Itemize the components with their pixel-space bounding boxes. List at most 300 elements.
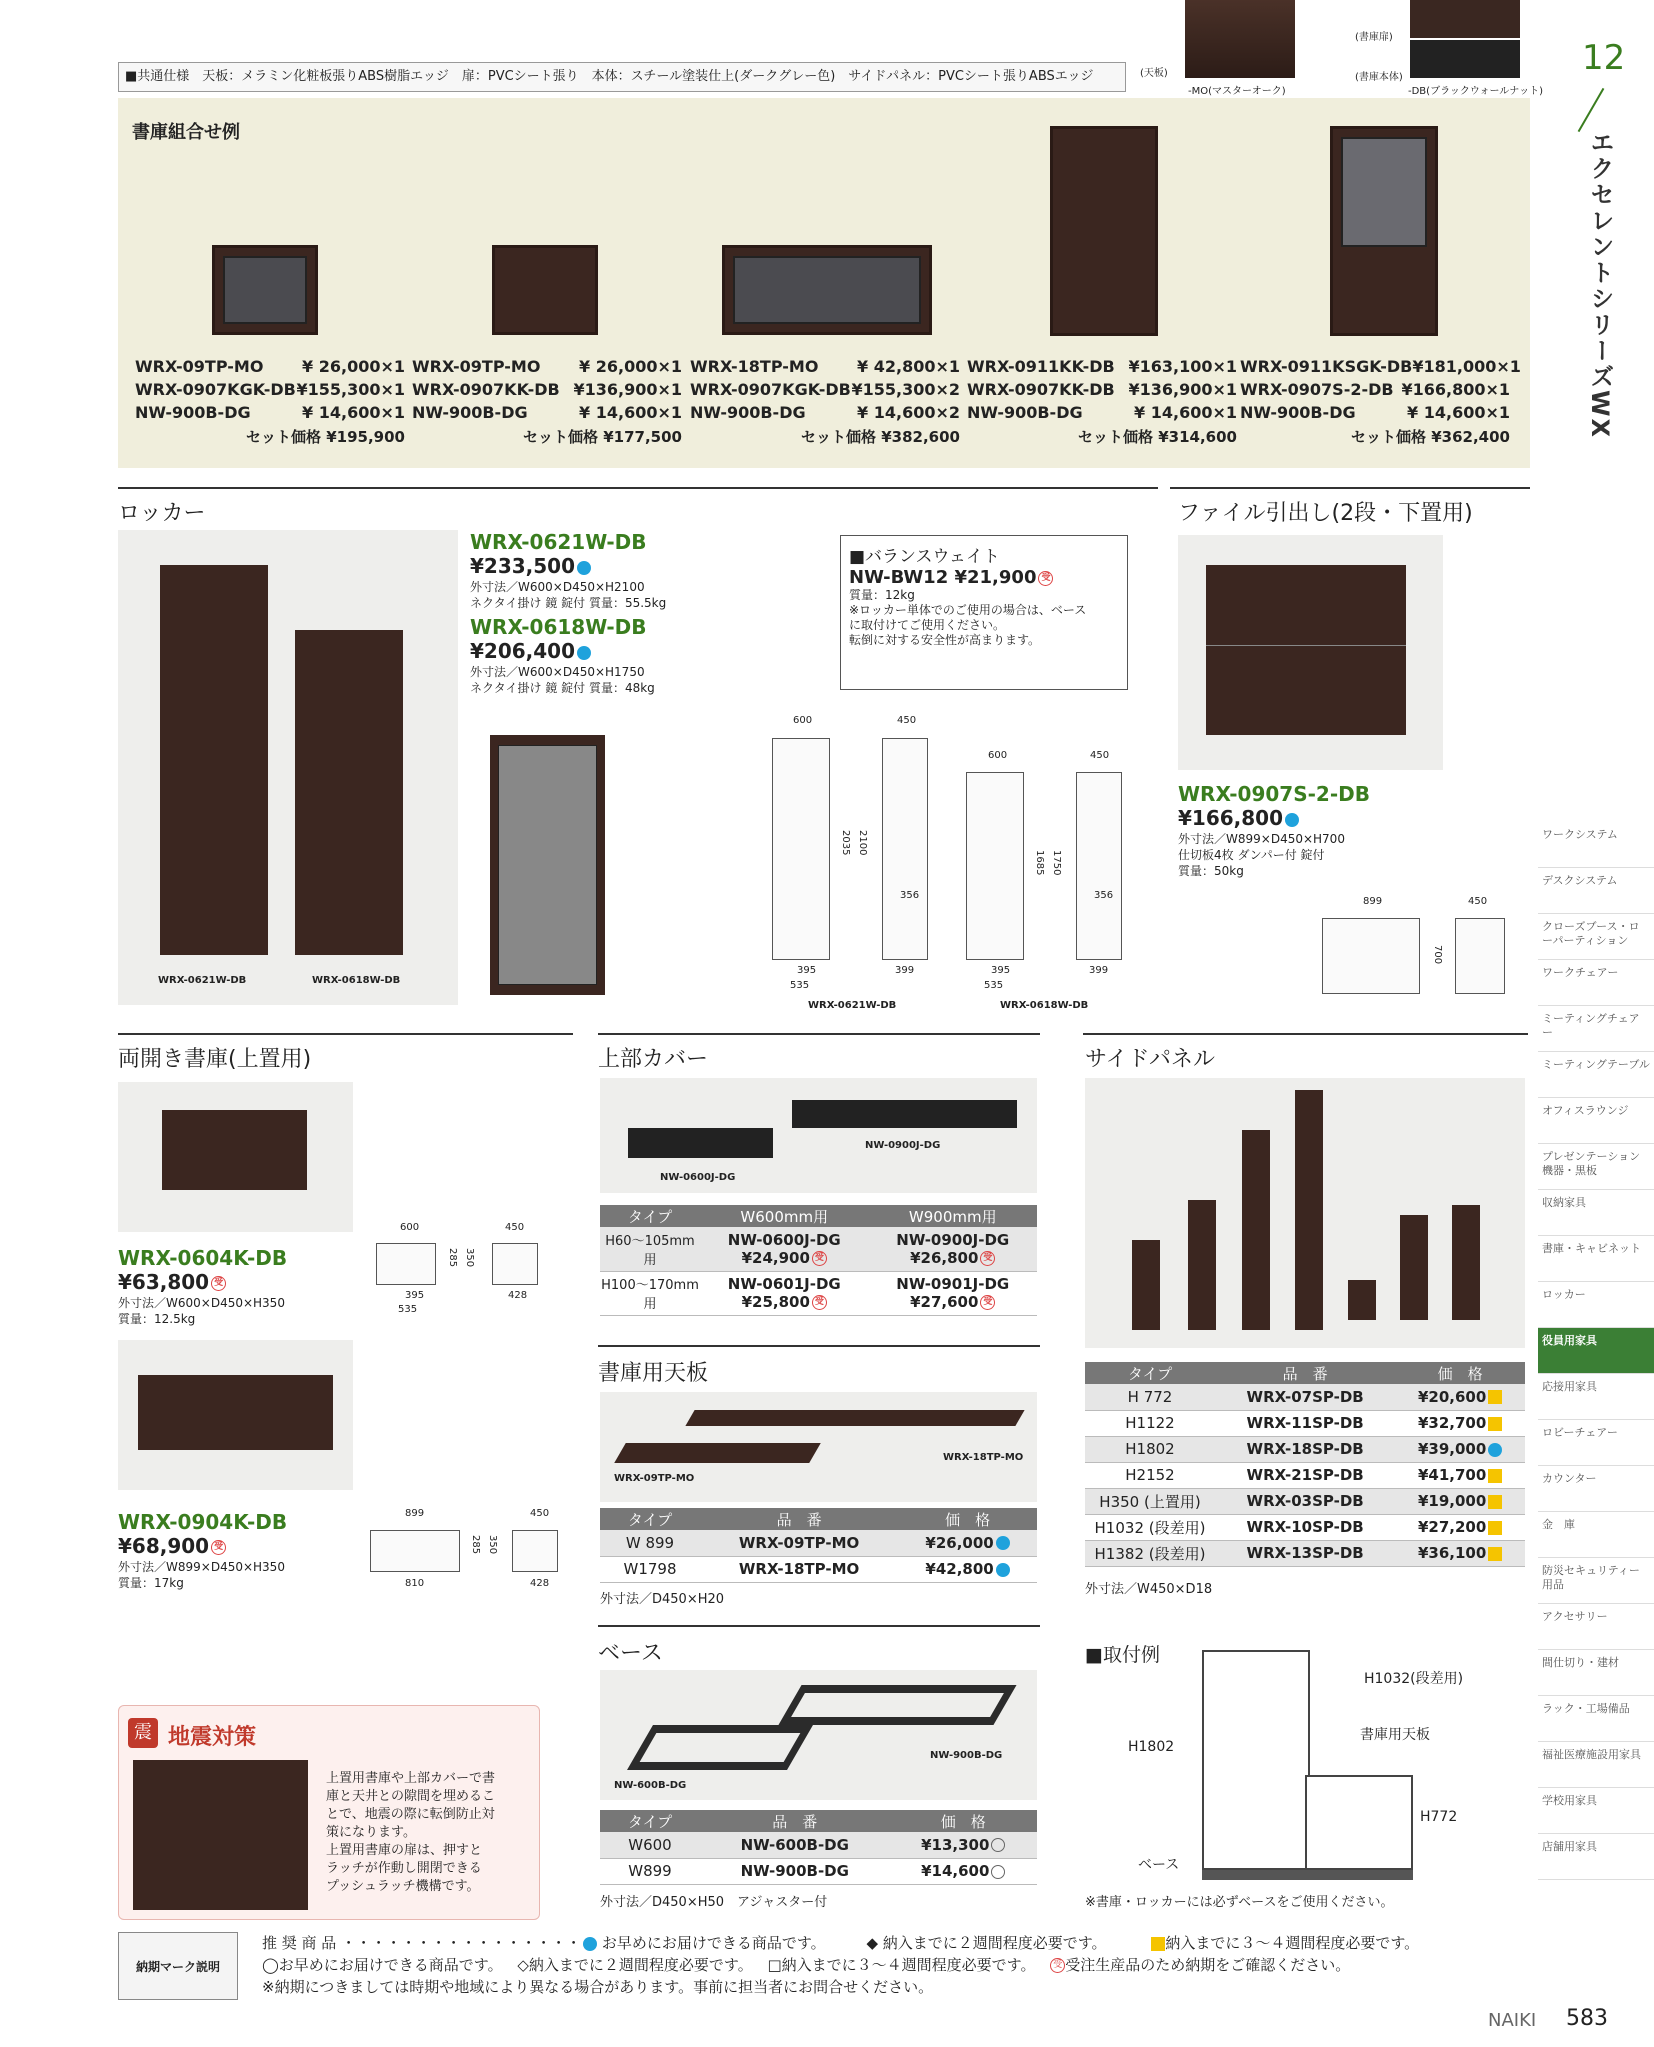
- row-type: W 899: [600, 1530, 700, 1556]
- row-type: H1122: [1085, 1410, 1215, 1436]
- combo-cabinet-4: [1050, 126, 1158, 336]
- file-dim-450: 450: [1468, 896, 1488, 907]
- row-price-text: ¥36,100: [1417, 1544, 1487, 1562]
- combo-item-code: WRX-18TP-MO: [690, 357, 819, 376]
- combo-set-line: [690, 355, 960, 378]
- row-type: W600: [600, 1832, 700, 1858]
- quake-t3: とで、地震の際に転倒防止対: [326, 1807, 495, 1822]
- combo-item-price: ¥ 42,800×1: [857, 357, 960, 376]
- row-price-text: ¥19,000: [1417, 1492, 1487, 1510]
- row-code: WRX-21SP-DB: [1215, 1462, 1395, 1488]
- row-price: [898, 1556, 1037, 1582]
- combo-set: [412, 355, 682, 449]
- footer-line2: [262, 1954, 1512, 1976]
- combo-item-code: WRX-0907KK-DB: [412, 380, 560, 399]
- combo-set-total: セット価格 ¥362,400: [1351, 428, 1510, 446]
- sidenav-item[interactable]: プレゼンテーション機器・黒板: [1538, 1144, 1654, 1190]
- cover-r1-b: [869, 1227, 1038, 1271]
- sidenav-item[interactable]: カウンター: [1538, 1466, 1654, 1512]
- table-row: [600, 1556, 1037, 1582]
- cover-label-2: NW-0900J-DG: [865, 1140, 941, 1151]
- row-price-text: ¥27,200: [1417, 1518, 1487, 1536]
- swatch-label-door: (書庫扉): [1355, 32, 1393, 43]
- side-panel-3: [1242, 1130, 1270, 1330]
- base-th-code: 品 番: [700, 1810, 890, 1832]
- table-row: [1085, 1410, 1525, 1436]
- sidenav-item[interactable]: ワークシステム: [1538, 822, 1654, 868]
- row-price-text: ¥42,800: [925, 1560, 994, 1578]
- tenban-th-code: 品 番: [700, 1508, 898, 1530]
- ry-a-dim-535: 535: [398, 1304, 418, 1315]
- ryobiraki-a-code: WRX-0604K-DB: [118, 1246, 288, 1270]
- yellow-square-icon: [1488, 1417, 1502, 1431]
- sidenav-item[interactable]: ロッカー: [1538, 1282, 1654, 1328]
- side-rule: [1083, 1033, 1528, 1035]
- recommended-icon: [577, 646, 591, 660]
- file-price: [1178, 806, 1299, 830]
- bw-text1: 質量：12kg: [849, 588, 915, 602]
- ry-a-dim-350: 350: [464, 1248, 475, 1268]
- row-type: H2152: [1085, 1462, 1215, 1488]
- made-to-order-icon: 受: [1038, 571, 1053, 586]
- side-example-tenban: 書庫用天板: [1360, 1727, 1430, 1743]
- side-title: サイドパネル: [1085, 1047, 1216, 1072]
- cover-r1-b-price-text: ¥26,800: [910, 1248, 979, 1267]
- ry-b-dim-428: 428: [530, 1578, 550, 1589]
- ryobiraki-b-spec2: 質量：17kg: [118, 1576, 184, 1590]
- recommended-icon: [996, 1536, 1010, 1550]
- file-spec3: 質量：50kg: [1178, 864, 1244, 878]
- combo-set: [135, 355, 405, 449]
- sidenav-item[interactable]: 間仕切り・建材: [1538, 1650, 1654, 1696]
- combo-item-price: ¥ 14,600×1: [302, 403, 405, 422]
- base-frame-1: [627, 1725, 813, 1770]
- dim-450-a: 450: [897, 715, 917, 726]
- table-row: [600, 1530, 1037, 1556]
- cover-r2-a-price: [700, 1293, 869, 1311]
- side-example-cabinet-low: [1305, 1775, 1413, 1870]
- cover-th-w900: W900mm用: [869, 1205, 1038, 1227]
- table-row: [1085, 1462, 1525, 1488]
- side-panel-4: [1295, 1090, 1323, 1330]
- ryobiraki-title: 両開き書庫(上置用): [118, 1047, 312, 1072]
- row-price-text: ¥26,000: [925, 1533, 994, 1552]
- locker-drawing-front-1: [772, 738, 830, 960]
- ry-b-dim-810: 810: [405, 1578, 425, 1589]
- dim-535-a: 535: [790, 980, 810, 991]
- made-to-order-icon: 受: [980, 1295, 995, 1310]
- combo-cabinet-1: [212, 245, 318, 335]
- row-code: WRX-03SP-DB: [1215, 1488, 1395, 1514]
- cover-table: [600, 1205, 1037, 1316]
- tenban-label-1: WRX-09TP-MO: [614, 1473, 695, 1484]
- ry-b-dim-450: 450: [530, 1508, 550, 1519]
- ryobiraki-a-price-text: ¥63,800: [118, 1270, 210, 1294]
- locker-m2-code: WRX-0618W-DB: [470, 615, 647, 639]
- locker-m2-price: [470, 639, 591, 663]
- combo-item-code: NW-900B-DG: [412, 403, 528, 422]
- made-to-order-icon: 受: [211, 1276, 226, 1291]
- footer-l1a: 推 奨 商 品 ・・・・・・・・・・・・・・・・: [262, 1934, 582, 1952]
- combo-item-price: ¥ 14,600×1: [1407, 403, 1510, 422]
- swatch-mo: [1185, 0, 1295, 78]
- footer-legend: [262, 1932, 1512, 1998]
- recommended-icon: [583, 1937, 597, 1951]
- swatch-label-tenban: (天板): [1140, 68, 1168, 79]
- locker-short: [295, 630, 403, 955]
- ryobiraki-a-drawing-side: [492, 1243, 538, 1285]
- sidenav-item[interactable]: 書庫・キャビネット: [1538, 1236, 1654, 1282]
- cover-th-w600: W600mm用: [700, 1205, 869, 1227]
- yellow-square-icon: [1151, 1937, 1165, 1951]
- base-th-price: 価 格: [890, 1810, 1037, 1832]
- ry-a-dim-285: 285: [447, 1248, 458, 1268]
- row-type: W1798: [600, 1556, 700, 1582]
- tenban-board-1: [614, 1443, 821, 1463]
- ry-a-dim-450: 450: [505, 1222, 525, 1233]
- file-drawing-front: [1322, 918, 1420, 994]
- dim-535-b: 535: [984, 980, 1004, 991]
- side-panel-6: [1400, 1215, 1428, 1320]
- common-spec-bar: [118, 62, 1126, 92]
- cover-r2-a-code: NW-0601J-DG: [727, 1275, 841, 1293]
- row-code: WRX-10SP-DB: [1215, 1514, 1395, 1540]
- ryobiraki-a-price: [118, 1270, 226, 1294]
- footer-l1b: お早めにお届けできる商品です。: [601, 1934, 826, 1952]
- file-dim-700: 700: [1432, 945, 1443, 965]
- bw-text4: 転倒に対する安全性が高まります。: [849, 633, 1041, 647]
- cover-r1-b-price: [869, 1249, 1038, 1267]
- row-price-text: ¥41,700: [1417, 1466, 1487, 1484]
- combo-title: 書庫組合せ例: [132, 122, 240, 143]
- footer-label: 納期マーク説明: [135, 1959, 220, 1974]
- row-code: NW-900B-DG: [700, 1858, 890, 1884]
- base-note: 外寸法／D450×H50 アジャスター付: [600, 1895, 828, 1910]
- yellow-square-icon: [1488, 1495, 1502, 1509]
- row-price: [1395, 1488, 1525, 1514]
- combo-set-line: [690, 378, 960, 401]
- open-circle-icon: [991, 1838, 1005, 1852]
- sidenav-item[interactable]: 学校用家具: [1538, 1788, 1654, 1834]
- ryobiraki-b-price: [118, 1534, 226, 1558]
- ry-b-dim-899: 899: [405, 1508, 425, 1519]
- bw-text2: ※ロッカー単体でのご使用の場合は、ベース: [849, 603, 1087, 617]
- cover-r1-type: H60～105mm用: [600, 1227, 700, 1271]
- side-th-code: 品 番: [1215, 1362, 1395, 1384]
- made-to-order-icon: 受: [980, 1251, 995, 1266]
- combo-set-line: [135, 401, 405, 424]
- combo-set-line: [412, 401, 682, 424]
- quake-t4: 策になります。: [326, 1825, 416, 1840]
- side-panel-2: [1188, 1200, 1216, 1330]
- ryobiraki-a-drawing-front: [376, 1243, 436, 1285]
- row-code: WRX-18SP-DB: [1215, 1436, 1395, 1462]
- combo-set-line: [1240, 401, 1510, 424]
- combo-set-line: [967, 378, 1237, 401]
- table-row: [600, 1832, 1037, 1858]
- locker-drawing-label-1: WRX-0621W-DB: [808, 1000, 897, 1011]
- swatch-label-mo: -MO(マスターオーク): [1188, 86, 1286, 97]
- balance-weight-box: [840, 535, 1128, 690]
- sidenav-item[interactable]: オフィスラウンジ: [1538, 1098, 1654, 1144]
- locker-m1-price-text: ¥233,500: [470, 554, 576, 578]
- base-table: [600, 1810, 1037, 1885]
- footer-brand: NAIKI: [1488, 2010, 1537, 2031]
- swatch-label-body: (書庫本体): [1355, 72, 1403, 83]
- ry-a-dim-428: 428: [508, 1290, 528, 1301]
- dim-356-a: 356: [900, 890, 920, 901]
- locker-m2-price-text: ¥206,400: [470, 639, 576, 663]
- dim-2035: 2035: [840, 830, 851, 856]
- combo-item-code: NW-900B-DG: [967, 403, 1083, 422]
- dim-399-b: 399: [1089, 965, 1109, 976]
- row-price: [1395, 1436, 1525, 1462]
- tenban-table: [600, 1508, 1037, 1583]
- ry-a-dim-600: 600: [400, 1222, 420, 1233]
- file-rule: [1170, 487, 1530, 489]
- combo-set-total: セット価格 ¥382,600: [801, 428, 960, 446]
- category-sidenav: [1538, 822, 1654, 1880]
- dim-1750: 1750: [1051, 850, 1062, 876]
- row-code: WRX-11SP-DB: [1215, 1410, 1395, 1436]
- combo-item-price: ¥136,900×1: [573, 380, 682, 399]
- common-spec-text: ■共通仕様 天板：メラミン化粧板張りABS樹脂エッジ 扉：PVCシート張り 本体：スチール塗装仕上(ダークグレー色) サイドパネル：PVCシート張りABSエッジ: [125, 69, 1094, 84]
- combo-item-code: WRX-0907KGK-DB: [690, 380, 851, 399]
- footer-label-box: [118, 1932, 238, 2000]
- sidenav-item[interactable]: 防災セキュリティー用品: [1538, 1558, 1654, 1604]
- tenban-title: 書庫用天板: [598, 1361, 709, 1386]
- base-label-1: NW-600B-DG: [614, 1780, 687, 1791]
- row-price-text: ¥39,000: [1417, 1440, 1487, 1458]
- cover-r2-b-price-text: ¥27,600: [910, 1293, 979, 1311]
- locker-drawing-label-2: WRX-0618W-DB: [1000, 1000, 1089, 1011]
- sidenav-item[interactable]: 店舗用家具: [1538, 1834, 1654, 1880]
- sidenav-item[interactable]: ロビーチェアー: [1538, 1420, 1654, 1466]
- side-example-h1032: H1032(段差用): [1364, 1671, 1464, 1687]
- ryobiraki-b-drawing-front: [370, 1530, 460, 1572]
- row-price-text: ¥20,600: [1417, 1387, 1487, 1406]
- footer-line3: ※納期につきましては時期や地域により異なる場合があります。事前に担当者にお問合せください。: [262, 1978, 934, 1996]
- ryobiraki-b-spec1: 外寸法／W899×D450×H350: [118, 1560, 285, 1574]
- combo-item-price: ¥ 26,000×1: [302, 357, 405, 376]
- dim-395-b: 395: [991, 965, 1011, 976]
- file-spec1: 外寸法／W899×D450×H700: [1178, 832, 1345, 846]
- combo-item-price: ¥136,900×1: [1128, 380, 1237, 399]
- bw-title: ■バランスウェイト: [849, 547, 1000, 567]
- sidenav-item[interactable]: ラック・工場備品: [1538, 1696, 1654, 1742]
- sidenav-item[interactable]: 金 庫: [1538, 1512, 1654, 1558]
- ry-b-dim-285: 285: [470, 1535, 481, 1555]
- locker-photo-label-2: WRX-0618W-DB: [312, 975, 401, 986]
- side-th-type: タイプ: [1085, 1362, 1215, 1384]
- recommended-icon: [1285, 813, 1299, 827]
- ryobiraki-a-spec2: 質量：12.5kg: [118, 1312, 196, 1326]
- row-code: WRX-18TP-MO: [700, 1556, 898, 1582]
- chapter-title: エクセレントシリーズWX: [1586, 130, 1614, 439]
- ryobiraki-b-code: WRX-0904K-DB: [118, 1510, 288, 1534]
- quake-t2: 庫と天井との隙間を埋めるこ: [326, 1789, 496, 1804]
- table-row: [1085, 1384, 1525, 1410]
- combo-item-price: ¥ 14,600×1: [579, 403, 682, 422]
- base-frame-2: [778, 1685, 1016, 1725]
- file-spec2: 仕切板4枚 ダンパー付 錠付: [1178, 848, 1325, 862]
- tenban-label-2: WRX-18TP-MO: [943, 1452, 1024, 1463]
- base-title: ベース: [598, 1641, 663, 1666]
- tenban-th-type: タイプ: [600, 1508, 700, 1530]
- locker-tall: [160, 565, 268, 955]
- side-note: 外寸法／W450×D18: [1085, 1582, 1213, 1597]
- ryobiraki-a-spec1: 外寸法／W600×D450×H350: [118, 1296, 285, 1310]
- sidenav-item[interactable]: デスクシステム: [1538, 868, 1654, 914]
- combo-set: [690, 355, 960, 449]
- table-row: [1085, 1488, 1525, 1514]
- locker-m1-spec1: 外寸法／W600×D450×H2100: [470, 580, 645, 594]
- yellow-square-icon: [1488, 1521, 1502, 1535]
- row-type: W899: [600, 1858, 700, 1884]
- row-price: [1395, 1540, 1525, 1566]
- cover-r1-a: [700, 1227, 869, 1271]
- bw-text3: に取付けてご使用ください。: [849, 618, 1006, 632]
- tenban-th-price: 価 格: [898, 1508, 1037, 1530]
- row-price: [890, 1832, 1037, 1858]
- combo-cabinet-3: [722, 245, 932, 335]
- quake-t6: ラッチが作動し開閉できる: [326, 1861, 482, 1876]
- locker-drawing-side-1: [882, 738, 928, 960]
- footer-page-number: 583: [1566, 2006, 1608, 2031]
- combo-set-line: [967, 401, 1237, 424]
- row-price-text: ¥13,300: [921, 1835, 990, 1854]
- tenban-board-2: [685, 1410, 1024, 1426]
- row-type: H1802: [1085, 1436, 1215, 1462]
- base-label-2: NW-900B-DG: [930, 1750, 1003, 1761]
- ry-a-dim-395: 395: [405, 1290, 425, 1301]
- sidenav-item[interactable]: クローズブース・ローパーティション: [1538, 914, 1654, 960]
- quake-text: [326, 1770, 495, 1896]
- locker-m1-spec2: ネクタイ掛け 鏡 錠付 質量：55.5kg: [470, 596, 667, 610]
- combo-item-price: ¥163,100×1: [1128, 357, 1237, 376]
- side-example-cabinet-tall: [1202, 1650, 1310, 1870]
- row-price: [898, 1530, 1037, 1556]
- combo-item-code: NW-900B-DG: [135, 403, 251, 422]
- made-to-order-icon: 受: [211, 1540, 226, 1555]
- combo-set-line: [135, 378, 405, 401]
- combo-set-line: [412, 378, 682, 401]
- cover-th-type: タイプ: [600, 1205, 700, 1227]
- bw-code-text: NW-BW12 ¥21,900: [849, 567, 1037, 588]
- footer-l2c: □納入までに３～４週間程度必要です。: [767, 1956, 1036, 1974]
- quake-photo: [133, 1760, 308, 1910]
- locker-drawing-side-2: [1076, 772, 1122, 960]
- combo-set-line: [690, 401, 960, 424]
- side-panel-5: [1348, 1280, 1376, 1320]
- sidenav-item[interactable]: 福祉医療施設用家具: [1538, 1742, 1654, 1788]
- tenban-note: 外寸法／D450×H20: [600, 1592, 725, 1607]
- sidenav-item[interactable]: ミーティングテーブル: [1538, 1052, 1654, 1098]
- row-price: [1395, 1410, 1525, 1436]
- row-price-text: ¥32,700: [1417, 1414, 1487, 1432]
- combo-item-code: WRX-0907KK-DB: [967, 380, 1115, 399]
- file-drawing-side: [1455, 918, 1505, 994]
- made-to-order-icon: 受: [1050, 1958, 1065, 1973]
- cover-r2-b-price: [869, 1293, 1038, 1311]
- locker-m2-spec2: ネクタイ掛け 鏡 錠付 質量：48kg: [470, 681, 655, 695]
- table-row: [1085, 1436, 1525, 1462]
- file-dim-899: 899: [1363, 896, 1383, 907]
- table-row: [600, 1858, 1037, 1884]
- row-price: [1395, 1514, 1525, 1540]
- cover-r2-a-price-text: ¥25,800: [741, 1293, 810, 1311]
- ryobiraki-rule: [118, 1033, 573, 1035]
- sidenav-item[interactable]: 役員用家具: [1538, 1328, 1654, 1374]
- quake-icon: 震: [128, 1718, 158, 1748]
- combo-set-line: [1240, 378, 1510, 401]
- tenban-rule: [598, 1345, 1040, 1347]
- side-example-base-label: ベース: [1138, 1857, 1180, 1873]
- dim-600-a: 600: [793, 715, 813, 726]
- locker-title: ロッカー: [118, 501, 206, 526]
- side-th-price: 価 格: [1395, 1362, 1525, 1384]
- cover-r2-a: [700, 1271, 869, 1315]
- footer-l1c: ◆ 納入までに２週間程度必要です。: [866, 1934, 1107, 1952]
- quake-t5: 上置用書庫の扉は、押すと: [326, 1843, 483, 1858]
- footer-l2b: ◇納入までに２週間程度必要です。: [517, 1956, 753, 1974]
- footer-l2a: ◯お早めにお届けできる商品です。: [262, 1956, 503, 1974]
- combo-item-price: ¥ 14,600×2: [857, 403, 960, 422]
- combo-set-line: [412, 355, 682, 378]
- cover-piece-1: [628, 1128, 773, 1158]
- dim-399-a: 399: [895, 965, 915, 976]
- row-type: H1032 (段差用): [1085, 1514, 1215, 1540]
- dim-356-b: 356: [1094, 890, 1114, 901]
- cover-label-1: NW-0600J-DG: [660, 1172, 736, 1183]
- sidenav-item[interactable]: 応接用家具: [1538, 1374, 1654, 1420]
- open-circle-icon: [991, 1865, 1005, 1879]
- combo-item-code: NW-900B-DG: [1240, 403, 1356, 422]
- locker-drawing-front-2: [966, 772, 1024, 960]
- sidenav-item[interactable]: 収納家具: [1538, 1190, 1654, 1236]
- base-rule: [598, 1625, 1040, 1627]
- combo-item-code: WRX-0907S-2-DB: [1240, 380, 1394, 399]
- swatch-label-db: -DB(ブラックウォールナット): [1408, 86, 1543, 97]
- locker-m2-spec1: 外寸法／W600×D450×H1750: [470, 665, 645, 679]
- sidenav-item[interactable]: ミーティングチェアー: [1538, 1006, 1654, 1052]
- cover-piece-2: [792, 1100, 1017, 1128]
- quake-t7: プッシュラッチ機構です。: [326, 1879, 480, 1894]
- footer-line1: [262, 1932, 1512, 1954]
- row-type: H1382 (段差用): [1085, 1540, 1215, 1566]
- side-panel-7: [1452, 1205, 1480, 1320]
- yellow-square-icon: [1488, 1547, 1502, 1561]
- row-code: WRX-07SP-DB: [1215, 1384, 1395, 1410]
- dim-450-b: 450: [1090, 750, 1110, 761]
- footer-l1d: 納入までに３～４週間程度必要です。: [1165, 1934, 1420, 1952]
- combo-set-line: [1240, 355, 1521, 378]
- side-example-h772: H772: [1420, 1809, 1458, 1825]
- combo-set: [967, 355, 1237, 449]
- locker-m1-price: [470, 554, 591, 578]
- combo-item-code: WRX-09TP-MO: [412, 357, 541, 376]
- swatch-db-door: [1410, 0, 1520, 38]
- recommended-icon: [996, 1563, 1010, 1577]
- cover-r1-a-code: NW-0600J-DG: [727, 1230, 841, 1249]
- made-to-order-icon: 受: [812, 1295, 827, 1310]
- chapter-slash: [1578, 88, 1605, 132]
- row-price: [890, 1858, 1037, 1884]
- row-price: [1395, 1384, 1525, 1410]
- sidenav-item[interactable]: アクセサリー: [1538, 1604, 1654, 1650]
- sidenav-item[interactable]: ワークチェアー: [1538, 960, 1654, 1006]
- row-price-text: ¥14,600: [921, 1862, 990, 1880]
